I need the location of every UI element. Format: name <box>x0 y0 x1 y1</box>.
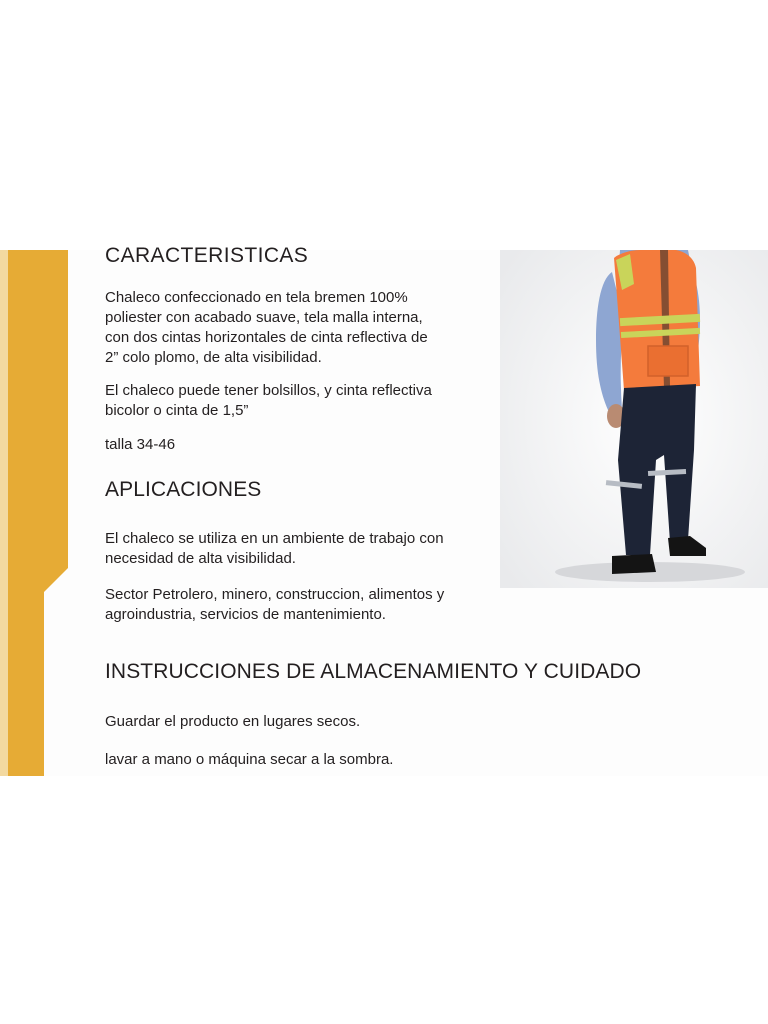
vest-pocket <box>648 346 688 376</box>
instrucciones-paragraph-2: lavar a mano o máquina secar a la sombra. <box>105 751 394 768</box>
left-shoe <box>612 554 656 574</box>
heading-caracteristicas: CARACTERISTICAS <box>105 244 309 266</box>
caracteristicas-paragraph-1: Chaleco confeccionado en tela bremen 100% poliester con acabado suave, tela malla interna, con dos cintas horizontales de cinta reflectiva de 2” colo plomo, de alta visibilidad. <box>105 289 428 366</box>
caracteristicas-paragraph-2: El chaleco puede tener bolsillos, y cinta reflectiva bicolor o cinta de 1,5” <box>105 382 432 419</box>
caracteristicas-size: talla 34-46 <box>105 436 176 453</box>
accent-bar-edge <box>0 250 8 776</box>
instrucciones-paragraph-1: Guardar el producto en lugares secos. <box>105 713 361 730</box>
heading-instrucciones: INSTRUCCIONES DE ALMACENAMIENTO Y CUIDADO <box>105 660 642 683</box>
heading-aplicaciones: APLICACIONES <box>105 478 262 501</box>
accent-bar-shape <box>8 250 68 776</box>
worker-vest-photo-icon <box>500 250 768 588</box>
accent-bar <box>0 250 68 776</box>
aplicaciones-paragraph-2: Sector Petrolero, minero, construccion, alimentos y agroindustria, servicios de mantenimiento. <box>105 586 445 623</box>
aplicaciones-paragraph-1: El chaleco se utiliza en un ambiente de trabajo con necesidad de alta visibilidad. <box>105 530 444 567</box>
